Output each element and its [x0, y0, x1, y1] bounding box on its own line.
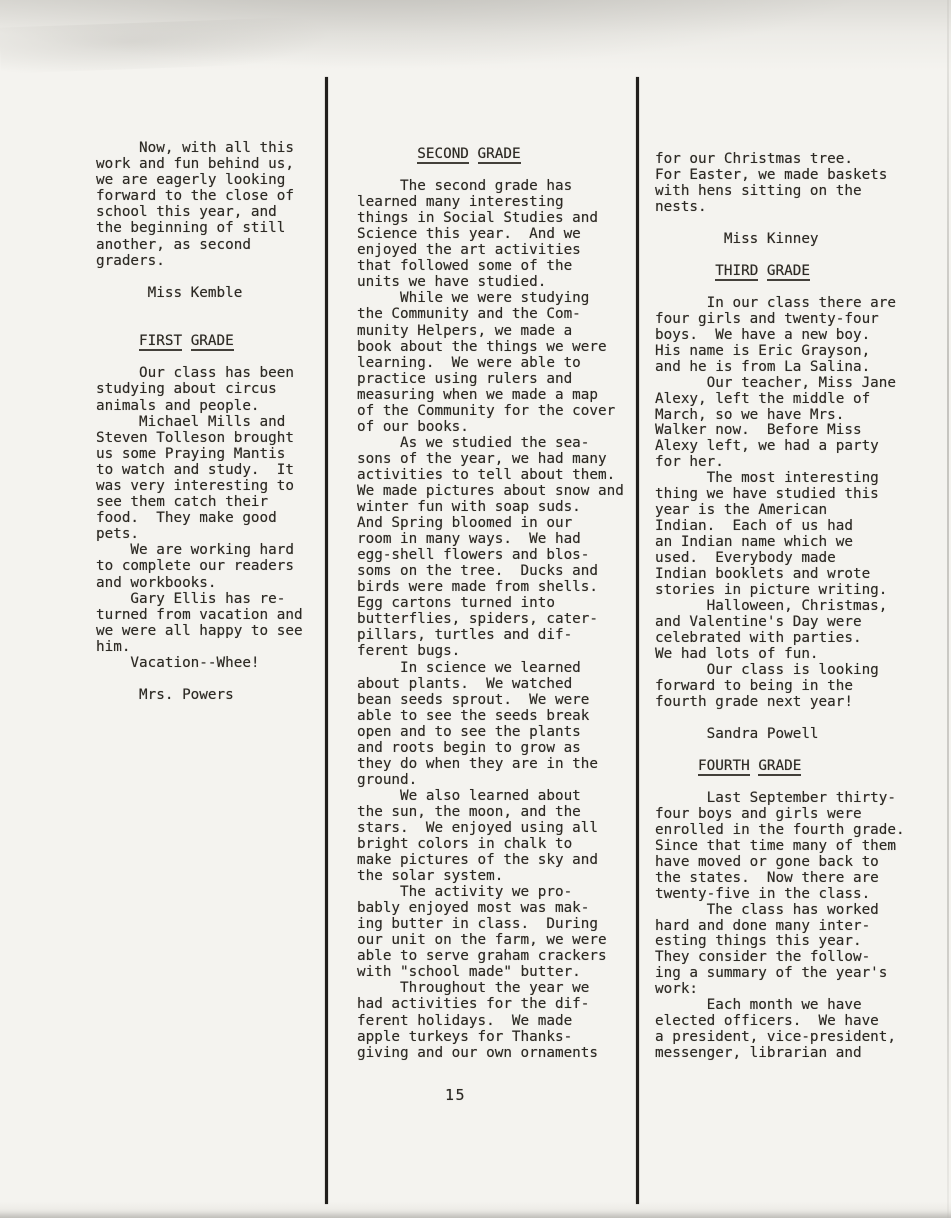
text-line: Sandra Powell [655, 725, 819, 742]
text-line: learned many interesting [357, 194, 564, 211]
scan-shadow-top [0, 12, 441, 73]
text-line: work and fun behind us, [96, 156, 294, 173]
text-line: another, as second [96, 236, 251, 253]
text-line: four girls and twenty-four [655, 310, 879, 327]
text-line: hard and done many inter- [655, 917, 871, 934]
text-line: Last September thirty- [655, 789, 897, 806]
text-line: The most interesting [655, 470, 879, 487]
text-line [655, 280, 905, 296]
text-line [357, 162, 624, 178]
text-line: we were all happy to see [96, 622, 303, 639]
text-line [655, 775, 905, 791]
text-line: pets. [96, 526, 140, 543]
text-line: In our class there are [655, 294, 897, 311]
text-line: things in Social Studies and [357, 210, 599, 227]
text-line: ferent bugs. [357, 643, 461, 660]
text-line: was very interesting to [96, 477, 294, 494]
text-line: bean seeds sprout. We were [357, 691, 590, 708]
text-line: four boys and girls were [655, 805, 862, 822]
text-line: units we have studied. [357, 274, 547, 291]
text-line: able to see the seeds break [357, 707, 590, 724]
text-line: giving and our own ornaments [357, 1044, 599, 1061]
text-line: the sun, the moon, and the [357, 803, 581, 820]
text-line [96, 671, 303, 687]
text-line: messenger, librarian and [655, 1045, 862, 1062]
text-line: Michael Mills and [96, 413, 286, 430]
heading-word: FIRST [139, 333, 183, 350]
text-line: And Spring bloomed in our [357, 515, 573, 532]
text-line: stories in picture writing. [655, 582, 888, 599]
text-line: Our class is looking [655, 662, 879, 678]
column-divider-right [636, 77, 639, 1204]
text-line: open and to see the plants [357, 723, 581, 740]
text-line: that followed some of the [357, 258, 573, 275]
text-line: fourth grade next year! [655, 693, 853, 710]
text-line: of the Community for the cover [357, 402, 616, 419]
text-line: have moved or gone back to [655, 853, 879, 870]
section-heading-second-grade [357, 146, 624, 162]
text-line: The activity we pro- [357, 884, 573, 901]
text-line [96, 301, 303, 317]
text-line: Egg cartons turned into [357, 595, 555, 612]
text-line: stars. We enjoyed using all [357, 819, 599, 836]
text-line [96, 269, 303, 285]
text-line: measuring when we made a map [357, 386, 599, 403]
text-line: for her. [655, 454, 724, 471]
text-line: They consider the follow- [655, 949, 871, 966]
text-line [655, 216, 905, 232]
text-line: apple turkeys for Thanks- [357, 1028, 573, 1045]
heading-word: SECOND [417, 146, 469, 162]
page-number: 15 [445, 1086, 467, 1104]
text-line: studying about circus [96, 381, 277, 398]
text-line: The class has worked [655, 901, 879, 918]
text-line: Vacation--Whee! [96, 655, 260, 671]
text-line: enrolled in the fourth grade. [655, 821, 905, 838]
section-heading-fourth-grade [655, 759, 905, 775]
heading-word: THIRD [715, 262, 759, 279]
text-line: and roots begin to grow as [357, 739, 581, 756]
heading-word: GRADE [766, 262, 810, 279]
text-line: In science we learned [357, 659, 581, 676]
text-line: Alexy left, we had a party [655, 438, 879, 455]
text-line: book about the things we were [357, 338, 607, 355]
text-line: Our class has been [96, 365, 294, 382]
text-line: used. Everybody made [655, 550, 836, 567]
text-line: food. They make good [96, 510, 277, 527]
text-line: Halloween, Christmas, [655, 598, 888, 615]
text-line: While we were studying [357, 290, 590, 307]
text-line: We also learned about [357, 787, 581, 804]
text-line: see them catch their [96, 494, 269, 511]
text-line: pillars, turtles and dif- [357, 627, 573, 644]
text-line: the Community and the Com- [357, 306, 581, 323]
text-line: had activities for the dif- [357, 996, 590, 1013]
text-line: bright colors in chalk to [357, 836, 573, 853]
scan-edge-bottom [0, 1209, 951, 1218]
text-line: to watch and study. It [96, 461, 294, 478]
heading-word: GRADE [758, 757, 802, 774]
text-line: make pictures of the sky and [357, 852, 599, 869]
text-line [96, 317, 303, 333]
text-line: March, so we have Mrs. [655, 406, 845, 423]
text-line: As we studied the sea- [357, 434, 590, 451]
text-line: birds were made from shells. [357, 579, 599, 596]
text-line: celebrated with parties. [655, 630, 862, 647]
column-divider-left [325, 77, 328, 1204]
text-line: for our Christmas tree. [655, 151, 853, 167]
text-line: Walker now. Before Miss [655, 422, 862, 439]
section-heading-third-grade [655, 264, 905, 280]
text-line: animals and people. [96, 397, 260, 414]
text-column-middle [357, 146, 624, 1061]
text-line: ing a summary of the year's [655, 965, 888, 982]
text-line: Each month we have [655, 997, 862, 1014]
text-line: Science this year. And we [357, 226, 581, 243]
text-line: Mrs. Powers [96, 687, 234, 704]
text-line: We are working hard [96, 542, 294, 559]
text-line: us some Praying Mantis [96, 445, 286, 462]
text-line: nests. [655, 198, 707, 215]
text-line: Indian. Each of us had [655, 518, 853, 535]
text-line: Indian booklets and wrote [655, 566, 871, 583]
text-line: the solar system. [357, 868, 504, 885]
heading-word: GRADE [190, 333, 234, 350]
text-line: For Easter, we made baskets [655, 166, 888, 183]
text-line: twenty-five in the class. [655, 885, 871, 902]
text-column-left [96, 140, 303, 703]
text-line: school this year, and [96, 204, 277, 221]
text-line: the states. Now there are [655, 869, 879, 886]
text-line: His name is Eric Grayson, [655, 342, 871, 359]
text-line [655, 711, 905, 727]
text-line: elected officers. We have [655, 1013, 879, 1030]
section-heading-first-grade [96, 333, 303, 349]
text-line: ground. [357, 771, 418, 788]
text-line: they do when they are in the [357, 755, 599, 772]
text-line: turned from vacation and [96, 606, 303, 623]
text-line: winter fun with soap suds. [357, 499, 581, 516]
text-line: of our books. [357, 418, 469, 435]
text-line [655, 743, 905, 759]
heading-word: GRADE [477, 146, 521, 162]
text-line: Gary Ellis has re- [96, 590, 286, 607]
text-line: with hens sitting on the [655, 182, 862, 199]
text-line: a president, vice-president, [655, 1029, 897, 1046]
text-line: him. [96, 638, 131, 655]
text-line: and Valentine's Day were [655, 614, 862, 631]
text-line: we are eagerly looking [96, 172, 286, 189]
text-line: butterflies, spiders, cater- [357, 611, 599, 628]
text-line: Throughout the year we [357, 980, 590, 997]
text-line: an Indian name which we [655, 534, 853, 551]
text-line: munity Helpers, we made a [357, 322, 573, 339]
text-line: able to serve graham crackers [357, 948, 607, 965]
text-line: and he is from La Salina. [655, 358, 871, 375]
text-line [655, 248, 905, 264]
text-line: Now, with all this [96, 140, 294, 156]
text-line: We made pictures about snow and [357, 482, 624, 499]
text-line: We had lots of fun. [655, 646, 819, 663]
text-line: Miss Kemble [96, 284, 243, 301]
text-line: egg-shell flowers and blos- [357, 547, 590, 564]
text-line: soms on the tree. Ducks and [357, 563, 599, 580]
text-line: Steven Tolleson brought [96, 429, 294, 446]
text-line: the beginning of still [96, 220, 286, 237]
heading-word: FOURTH [698, 757, 750, 774]
text-line: enjoyed the art activities [357, 242, 581, 259]
text-line: Since that time many of them [655, 837, 897, 854]
text-line: The second grade has [357, 178, 573, 195]
text-line: boys. We have a new boy. [655, 326, 871, 343]
text-column-right [655, 152, 905, 1062]
text-line: about plants. We watched [357, 675, 573, 692]
text-line: graders. [96, 252, 165, 269]
text-line: ferent holidays. We made [357, 1012, 573, 1029]
text-line: esting things this year. [655, 933, 862, 950]
text-line: room in many ways. We had [357, 531, 581, 548]
text-line: with "school made" butter. [357, 964, 581, 981]
text-line: Miss Kinney [655, 230, 819, 247]
text-line: ing butter in class. During [357, 916, 599, 933]
text-line: forward to being in the [655, 677, 853, 694]
text-line: to complete our readers [96, 558, 294, 575]
text-line: thing we have studied this [655, 486, 879, 503]
text-line: activities to tell about them. [357, 466, 616, 483]
text-line: bably enjoyed most was mak- [357, 900, 590, 917]
scan-edge-right [947, 0, 949, 1218]
text-line: forward to the close of [96, 188, 294, 205]
text-line [96, 349, 303, 365]
text-line: year is the American [655, 502, 828, 519]
text-line: Alexy, left the middle of [655, 390, 871, 407]
text-line: learning. We were able to [357, 354, 581, 371]
text-line: our unit on the farm, we were [357, 932, 607, 949]
text-line: Our teacher, Miss Jane [655, 374, 897, 391]
text-line: sons of the year, we had many [357, 450, 607, 467]
text-line: and workbooks. [96, 574, 217, 591]
text-line: work: [655, 981, 699, 998]
text-line: practice using rulers and [357, 370, 573, 387]
